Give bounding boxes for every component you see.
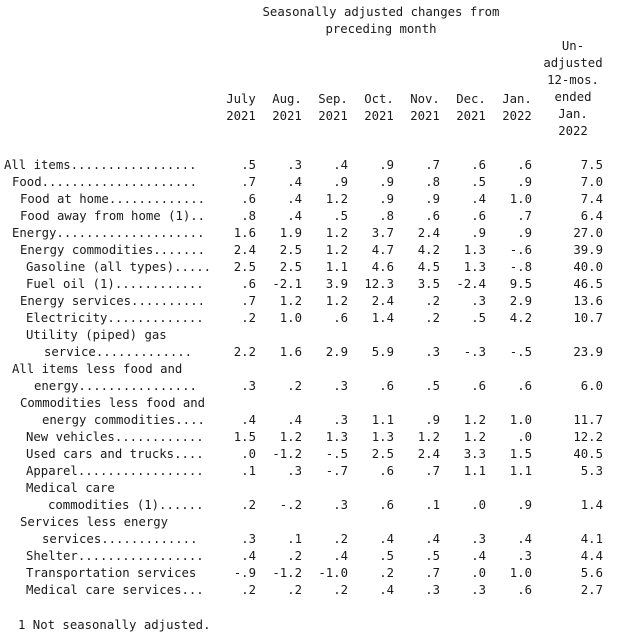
table-cell: 2.4 — [417, 226, 440, 240]
row-label: energy commodities.... — [42, 413, 205, 427]
table-cell: 1.0 — [279, 311, 302, 325]
column-header: Aug. 2021 — [272, 92, 302, 123]
table-cell: 2.9 — [325, 345, 348, 359]
table-cell: -.5 — [509, 345, 532, 359]
table-cell: .2 — [333, 583, 348, 597]
table-cell: 13.6 — [573, 294, 603, 308]
table-cell: 3.5 — [417, 277, 440, 291]
table-cell: .3 — [333, 498, 348, 512]
row-label: service............. — [44, 345, 193, 359]
table-cell: 1.6 — [279, 345, 302, 359]
table-cell: .3 — [471, 294, 486, 308]
table-main-header — [256, 4, 506, 38]
table-cell: .2 — [241, 498, 256, 512]
table-cell: .3 — [241, 532, 256, 546]
table-cell: -.6 — [509, 243, 532, 257]
table-cell: 1.2 — [325, 226, 348, 240]
table-cell: 1.2 — [279, 294, 302, 308]
table-cell: 1.5 — [233, 430, 256, 444]
table-cell: .4 — [287, 209, 302, 223]
table-cell: .6 — [517, 583, 532, 597]
table-cell: -1.0 — [318, 566, 348, 580]
table-cell: 4.2 — [509, 311, 532, 325]
table-cell: 23.9 — [573, 345, 603, 359]
table-cell: .5 — [425, 549, 440, 563]
table-cell: .9 — [379, 192, 394, 206]
column-header: Dec. 2021 — [456, 92, 486, 123]
table-cell: -2.4 — [456, 277, 486, 291]
table-cell: 1.0 — [509, 566, 532, 580]
table-cell: 3.3 — [463, 447, 486, 461]
row-label: Services less energy — [20, 515, 169, 529]
table-cell: .8 — [425, 175, 440, 189]
row-label: Utility (piped) gas — [26, 328, 167, 342]
table-cell: .4 — [379, 583, 394, 597]
table-cell: 4.6 — [371, 260, 394, 274]
row-label: Gasoline (all types)..... — [26, 260, 212, 274]
table-cell: 1.3 — [325, 430, 348, 444]
table-cell: .6 — [379, 379, 394, 393]
table-cell: .3 — [471, 532, 486, 546]
table-cell: 7.5 — [580, 158, 603, 172]
table-cell: .4 — [333, 549, 348, 563]
table-cell: -.7 — [325, 464, 348, 478]
table-cell: .5 — [379, 549, 394, 563]
table-cell: 2.7 — [580, 583, 603, 597]
table-cell: .2 — [241, 583, 256, 597]
table-cell: 2.2 — [233, 345, 256, 359]
table-cell: .4 — [379, 532, 394, 546]
table-cell: 6.4 — [580, 209, 603, 223]
table-cell: 2.5 — [371, 447, 394, 461]
table-cell: .4 — [241, 413, 256, 427]
main-header-line1: Seasonally adjusted changes from — [262, 5, 500, 19]
table-cell: .9 — [517, 498, 532, 512]
row-label: Food..................... — [12, 175, 198, 189]
table-cell: .2 — [425, 294, 440, 308]
table-cell: 40.5 — [573, 447, 603, 461]
table-cell: 4.4 — [580, 549, 603, 563]
table-cell: 3.9 — [325, 277, 348, 291]
table-cell: .6 — [471, 158, 486, 172]
table-cell: .1 — [425, 498, 440, 512]
table-cell: 7.0 — [580, 175, 603, 189]
table-cell: .8 — [379, 209, 394, 223]
table-cell: .3 — [287, 464, 302, 478]
table-cell: 1.3 — [371, 430, 394, 444]
table-cell: 1.4 — [371, 311, 394, 325]
row-label: Commodities less food and — [20, 396, 206, 410]
table-cell: 3.7 — [371, 226, 394, 240]
table-cell: .3 — [517, 549, 532, 563]
table-cell: .6 — [471, 379, 486, 393]
main-header-line2: preceding month — [325, 22, 437, 36]
table-cell: .7 — [425, 158, 440, 172]
table-cell: .9 — [425, 192, 440, 206]
table-cell: .7 — [241, 294, 256, 308]
table-cell: .7 — [425, 464, 440, 478]
table-cell: .6 — [379, 464, 394, 478]
table-cell: .3 — [333, 379, 348, 393]
table-cell: .5 — [471, 175, 486, 189]
table-cell: .9 — [379, 158, 394, 172]
table-cell: -.5 — [325, 447, 348, 461]
table-cell: .4 — [517, 532, 532, 546]
table-cell: 1.2 — [417, 430, 440, 444]
row-label: Apparel................. — [26, 464, 204, 478]
row-label: Shelter................. — [26, 549, 204, 563]
table-cell: .2 — [287, 549, 302, 563]
table-cell: .2 — [287, 583, 302, 597]
column-header: Oct. 2021 — [364, 92, 394, 123]
table-cell: 7.4 — [580, 192, 603, 206]
row-label: Medical care — [26, 481, 115, 495]
table-cell: .3 — [287, 158, 302, 172]
table-cell: .1 — [287, 532, 302, 546]
table-cell: .7 — [425, 566, 440, 580]
footnote: 1 Not seasonally adjusted. — [18, 618, 211, 632]
row-label: services............. — [42, 532, 198, 546]
table-cell: .6 — [471, 209, 486, 223]
row-label: Energy commodities....... — [20, 243, 206, 257]
table-cell: .6 — [333, 311, 348, 325]
table-cell: 2.9 — [509, 294, 532, 308]
table-cell: .3 — [333, 413, 348, 427]
table-cell: .3 — [425, 345, 440, 359]
table-cell: 1.4 — [580, 498, 603, 512]
table-cell: 1.2 — [325, 192, 348, 206]
row-label: All items................. — [4, 158, 197, 172]
table-cell: 5.6 — [580, 566, 603, 580]
table-cell: 1.2 — [279, 430, 302, 444]
table-cell: .1 — [241, 464, 256, 478]
table-cell: 4.7 — [371, 243, 394, 257]
table-cell: 1.1 — [325, 260, 348, 274]
table-cell: 39.9 — [573, 243, 603, 257]
table-cell: .9 — [379, 175, 394, 189]
table-cell: .9 — [517, 226, 532, 240]
table-cell: 1.5 — [509, 447, 532, 461]
table-cell: .0 — [471, 566, 486, 580]
column-header: Jan. 2022 — [502, 92, 532, 123]
table-cell: -.3 — [463, 345, 486, 359]
row-label: Food at home............. — [20, 192, 206, 206]
table-cell: 4.1 — [580, 532, 603, 546]
table-cell: .9 — [471, 226, 486, 240]
table-cell: .3 — [425, 583, 440, 597]
table-cell: .2 — [379, 566, 394, 580]
table-cell: 5.9 — [371, 345, 394, 359]
row-label: Transportation services — [26, 566, 197, 580]
table-cell: .5 — [333, 209, 348, 223]
table-cell: 1.0 — [509, 192, 532, 206]
table-cell: .4 — [241, 549, 256, 563]
table-cell: 1.1 — [509, 464, 532, 478]
row-label: Energy services.......... — [20, 294, 206, 308]
table-cell: 1.3 — [463, 243, 486, 257]
table-cell: .5 — [471, 311, 486, 325]
table-cell: 2.4 — [371, 294, 394, 308]
table-cell: 1.2 — [463, 413, 486, 427]
table-cell: .6 — [241, 192, 256, 206]
table-cell: 1.1 — [463, 464, 486, 478]
table-cell: .6 — [517, 379, 532, 393]
table-cell: .6 — [379, 498, 394, 512]
table-cell: .7 — [241, 175, 256, 189]
table-cell: .4 — [471, 192, 486, 206]
table-cell: .5 — [425, 379, 440, 393]
table-cell: .6 — [517, 158, 532, 172]
table-cell: .9 — [517, 175, 532, 189]
table-cell: .0 — [241, 447, 256, 461]
row-label: Electricity............. — [26, 311, 204, 325]
table-cell: -.9 — [233, 566, 256, 580]
table-cell: 2.5 — [279, 260, 302, 274]
table-cell: 46.5 — [573, 277, 603, 291]
table-cell: 2.4 — [417, 447, 440, 461]
table-cell: -.8 — [509, 260, 532, 274]
table-cell: .7 — [517, 209, 532, 223]
table-cell: .2 — [287, 379, 302, 393]
table-cell: 40.0 — [573, 260, 603, 274]
table-cell: 4.2 — [417, 243, 440, 257]
table-cell: 27.0 — [573, 226, 603, 240]
table-cell: 4.5 — [417, 260, 440, 274]
table-cell: -1.2 — [272, 566, 302, 580]
table-cell: .2 — [333, 532, 348, 546]
table-cell: 12.3 — [364, 277, 394, 291]
table-cell: .4 — [287, 192, 302, 206]
table-cell: .9 — [425, 413, 440, 427]
table-cell: -2.1 — [272, 277, 302, 291]
table-cell: 2.5 — [279, 243, 302, 257]
row-label: New vehicles............ — [26, 430, 204, 444]
table-cell: .4 — [333, 158, 348, 172]
table-cell: -1.2 — [272, 447, 302, 461]
column-header-unadjusted: Un- adjusted 12-mos. ended Jan. 2022 — [543, 39, 603, 138]
table-cell: 6.0 — [580, 379, 603, 393]
table-cell: .2 — [241, 311, 256, 325]
table-cell: 12.2 — [573, 430, 603, 444]
table-cell: .3 — [471, 583, 486, 597]
row-label: Used cars and trucks.... — [26, 447, 204, 461]
row-label: energy................ — [34, 379, 197, 393]
table-cell: 2.4 — [233, 243, 256, 257]
table-cell: .8 — [241, 209, 256, 223]
table-cell: .9 — [333, 175, 348, 189]
table-cell: 1.2 — [463, 430, 486, 444]
row-label: Food away from home (1).. — [20, 209, 206, 223]
row-label: commodities (1)...... — [48, 498, 204, 512]
table-cell: .4 — [287, 413, 302, 427]
table-cell: .4 — [471, 549, 486, 563]
table-cell: .6 — [425, 209, 440, 223]
table-cell: 1.2 — [325, 294, 348, 308]
table-cell: .4 — [425, 532, 440, 546]
table-cell: 10.7 — [573, 311, 603, 325]
table-cell: .0 — [471, 498, 486, 512]
table-cell: 1.0 — [509, 413, 532, 427]
table-cell: 1.2 — [325, 243, 348, 257]
row-label: All items less food and — [12, 362, 183, 376]
row-label: Medical care services... — [26, 583, 204, 597]
table-cell: 11.7 — [573, 413, 603, 427]
column-header: July 2021 — [226, 92, 256, 123]
table-cell: 9.5 — [509, 277, 532, 291]
table-cell: 1.1 — [371, 413, 394, 427]
row-label: Fuel oil (1)............ — [26, 277, 204, 291]
table-cell: .2 — [425, 311, 440, 325]
row-label: Energy.................... — [12, 226, 205, 240]
table-cell: 1.6 — [233, 226, 256, 240]
table-cell: .4 — [287, 175, 302, 189]
table-cell: 1.9 — [279, 226, 302, 240]
table-cell: .5 — [241, 158, 256, 172]
table-cell: .3 — [241, 379, 256, 393]
table-cell: .0 — [517, 430, 532, 444]
column-header: Nov. 2021 — [410, 92, 440, 123]
table-cell: -.2 — [279, 498, 302, 512]
column-header: Sep. 2021 — [318, 92, 348, 123]
table-cell: 1.3 — [463, 260, 486, 274]
table-cell: .6 — [241, 277, 256, 291]
table-cell: 5.3 — [580, 464, 603, 478]
table-cell: 2.5 — [233, 260, 256, 274]
